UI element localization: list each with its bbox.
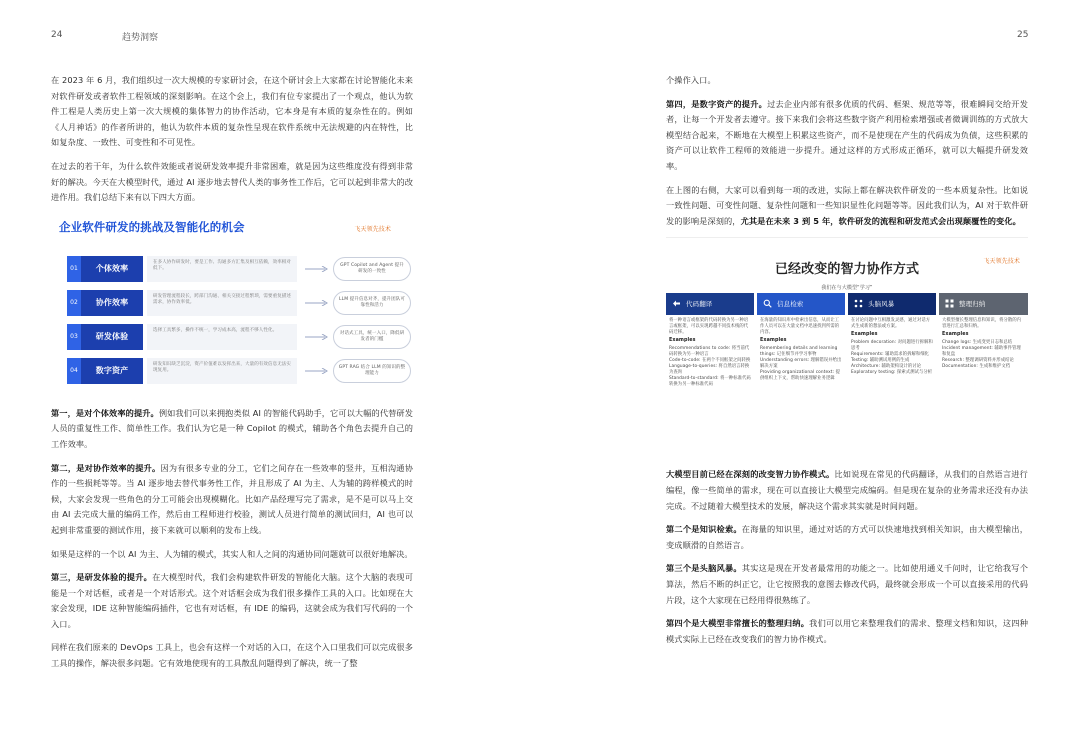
example-item: Research: 整理调研资料并形成结论 — [942, 358, 1014, 364]
col-header-label: 头脑风暴 — [868, 300, 895, 309]
grid-icon — [945, 299, 954, 308]
lead-in: 大模型目前已经在深刻的改变智力协作模式。 — [666, 469, 835, 480]
col-body — [757, 318, 845, 382]
page-number-right: 25 — [1017, 30, 1029, 40]
arrow-right-icon — [305, 368, 329, 374]
figure-title: 企业软件研发的挑战及智能化的机会 — [59, 219, 245, 234]
examples-heading: Examples — [760, 338, 787, 344]
paragraph-text: 例如我们可以来拥抱类似 AI 的智能代码助手，它可以大幅的代替研发人员的重复性工作、简单性工作。我们认为它是一种 Copilot 的模式，辅助各个角色去提升自己的工作效率。 — [51, 407, 413, 449]
example-item: Requirements: 辅助需求的拆解和细化 — [851, 352, 930, 358]
col-header-label: 信息检索 — [777, 300, 804, 309]
paragraph — [666, 616, 1028, 647]
solution-pill: 对话式工具，统一入口，降低研发者的门槛 — [333, 325, 411, 349]
lead-in: 第二，是对协作效率的提升。 — [51, 462, 161, 473]
col-intro: 在讨论问题中互相激发灵感，通过对话方式生成新的想法或方案。 — [851, 318, 931, 330]
example-item: Recommendations to code: 将当前代码转换为另一种语言 — [669, 346, 750, 358]
example-item: Providing organizational context: 提供组织上下文，帮助快速理解业务逻辑 — [760, 370, 841, 382]
figure-subtitle: 我们在与大模型“学习” — [821, 285, 873, 292]
row-desc: 选择工具繁多，操作不统一，学习成本高，流程不够人性化。 — [147, 324, 297, 350]
paragraph: 同样在我们原来的 DevOps 工具上，也会有这样一个对话的入口，在这个入口里我们可以完成很多工具的操作，解决很多问题。它有效地使现有的工具散乱问题得到了解决，统一了整 — [51, 642, 413, 669]
example-item: Exploratory testing: 探索式测试与分析 — [851, 370, 933, 376]
challenge-row — [70, 324, 297, 350]
examples-heading: Examples — [942, 332, 969, 338]
paragraph-text: 在大模型时代，我们会构建软件研发的智能化大脑。这个大脑的表现可能是一个对话框，或者是一个对话形式。这个对话框会成为我们很多操作工具的入口。比如现在大家会发现，IDE 这种智能编码插件，它也有对话框，有 IDE 的编码，这就会成为我们写代码的一个入口。 — [51, 572, 413, 629]
right-page-column — [666, 73, 1028, 655]
challenge-row — [70, 358, 297, 384]
example-item: Remembering details and learning things: 记住细节并学习事物 — [760, 346, 838, 358]
example-item: Code-to-code: 在两个不同框架之间转换 — [669, 358, 751, 364]
arrow-right-icon — [305, 334, 329, 340]
row-desc: 研发管理流程较长，跨部门沟通、相关交接过程繁琐，需要重复描述需求，协作效率低。 — [147, 290, 297, 316]
paragraph-text: 因为有很多专业的分工，它们之间存在一些效率的竖井，互相沟通协作的一些损耗等等。当 AI 逐步地去替代事务性工作，并且形成了 AI 为主、人为辅的跨样模式的时候，大家会发现一些角色的分工可能会出现模糊化。比如产品经理写完了需求，是不是可以马上交由 AI 去完成大量的编码工作，然后由工程师进行校验，测试人员进行简单的测试回归，AI 也可以起到非常重要的测试作用，接下来就可以顺利的发布上线。 — [51, 462, 413, 535]
row-desc: 在多人协作研发时，要是工作、沟通多方汇集及相互依赖，效率相对低下。 — [147, 256, 297, 282]
lead-in: 第一，是对个体效率的提升。 — [51, 407, 159, 418]
row-label: 研发体验 — [81, 324, 143, 350]
paragraph-text: 比如说现在常见的代码翻译，从我们的自然语言进行编程，像一些简单的需求，现在可以直接让大模型完成编码。但是现在复杂的业务需求还没有办法完成。不过随着大模型技术的发展，解决这个需求其实就是时间问题。 — [666, 469, 1028, 511]
example-item: Language-to-queries: 将自然语言转换为查询 — [669, 364, 750, 376]
col-intro: 将一种语言或框架的代码转换为另一种语言或框架，可以实现跨越不同技术栈的代码迁移。 — [669, 318, 749, 336]
paragraph — [666, 467, 1028, 514]
examples-heading: Examples — [669, 338, 696, 344]
figure-challenges — [51, 214, 413, 392]
row-number: 03 — [67, 324, 81, 350]
col-body — [939, 318, 1028, 370]
paragraph — [666, 183, 1028, 230]
row-desc: 研发知识缺乏沉淀，资产价值难以发挥出来，大量的有效信息无法实现复用。 — [147, 358, 297, 384]
paragraph — [666, 522, 1028, 553]
examples-heading: Examples — [851, 332, 878, 338]
col-intro: 大模型擅长整理信息和知识，将分散的内容进行汇总和归纳。 — [942, 318, 1022, 330]
network-icon — [854, 299, 863, 308]
row-number: 01 — [67, 256, 81, 282]
row-label: 个体效率 — [81, 256, 143, 282]
paragraph: 个操作入口。 — [666, 75, 716, 85]
paragraph-text: 其实这是现在开发者最常用的功能之一。比如使用通义千问时，让它给我写个算法，然后不断的纠正它，让它按照我的意图去修改代码，最终就会形成一个可以直接采用的代码片段，这个大家现在已经用得很熟练了。 — [666, 563, 1028, 605]
page-number-left: 24 — [51, 30, 63, 40]
col-header-label: 代码翻译 — [686, 300, 713, 309]
arrow-right-icon — [305, 300, 329, 306]
col-header-summarize — [939, 293, 1028, 315]
paragraph — [666, 561, 1028, 608]
paragraph — [51, 461, 413, 539]
paragraph-text: 在上图的右侧，大家可以看到每一项的改进，实际上都在解决软件研发的一些本质复杂性。比如说一致性问题、可变性问题、复杂性问题和一些知识显性化问题等等。因此我们认为，AI 对于软件研发的影响是深刻的， — [666, 184, 1028, 226]
solution-pill: GPT RAG 结合 LLM 的知识的整理能力 — [333, 359, 411, 383]
search-icon — [763, 299, 772, 308]
example-item: Documentation: 生成和维护文档 — [942, 364, 1011, 370]
example-item: Change logs: 生成变更日志和总结 — [942, 340, 1013, 346]
challenge-row — [70, 290, 297, 316]
col-header-retrieval — [757, 293, 845, 315]
arrow-right-icon — [305, 266, 329, 272]
figure-collaboration — [666, 237, 1028, 451]
figure-brand-logo: 飞天领先技术 — [983, 258, 1020, 266]
solution-pill: LLM 提升信息对齐，提升团队可靠性和活力 — [333, 291, 411, 315]
col-body — [666, 318, 754, 388]
col-header-label: 整理归纳 — [959, 300, 986, 309]
paragraph: 在过去的若干年，为什么软件效能或者说研发效率提升非常困难，就是因为这些维度没有得到非常好的解决。今天在大模型时代，通过 AI 逐步地去替代人类的事务性工作后，它可以起到非常大的改进作用。我们总结下来有以下四大方面。 — [51, 160, 413, 203]
row-label: 数字资产 — [81, 358, 143, 384]
left-page-column — [51, 73, 413, 680]
paragraph — [666, 97, 1028, 175]
example-item: Problem decoration: 对问题进行拆解和思考 — [851, 340, 933, 352]
col-body — [848, 318, 936, 376]
lead-in: 第二个是知识检索。 — [666, 524, 742, 535]
col-header-brainstorm — [848, 293, 936, 315]
example-item: Testing: 辅助测试用例的生成 — [851, 358, 910, 364]
example-item: Incident management: 辅助事件管理和复盘 — [942, 346, 1021, 358]
row-number: 04 — [67, 358, 81, 384]
paragraph — [51, 406, 413, 453]
example-item: Standard-to-standard: 将一种标准代码转换为另一种标准代码 — [669, 376, 751, 388]
paragraph: 在 2023 年 6 月，我们组织过一次大规模的专家研讨会，在这个研讨会上大家都在讨论智能化未来对软件研发或者软件工程领域的深刻影响。在这个会上，我们有位专家提出了一个观点，他认为软件工程是人类历史上第一次大规模的集体智力的协作活动，它本身是有本质的复杂性在的。例如《人月神话》的作者所讲的，他认为软件本质的复杂性呈现在软件系统中无法规避的内在特性，比如复杂度、一致性、可变性和不可见性。 — [51, 75, 413, 148]
col-intro: 在海量的知识库中检索出信息，从而让工作人员可以在大量文档中迅速找到所需的内容。 — [760, 318, 840, 336]
paragraph — [51, 570, 413, 632]
lead-in: 第四，是数字资产的提升。 — [666, 98, 768, 109]
lead-in: 第三，是研发体验的提升。 — [51, 572, 153, 583]
challenge-row — [70, 256, 297, 282]
lead-in: 第三个是头脑风暴。 — [666, 563, 742, 574]
code-translate-icon — [672, 299, 681, 308]
paragraph-text: 过去企业内部有很多优质的代码、框架、规范等等，很难瞬间交给开发者，让每一个开发者去遵守。接下来我们会将这些数字资产利用检索增强或者微调训练的方式放大模型结合起来，不断地在大模型上积累这些资产，而不是使现在产生的代码成为负债，这些积累的资产可以让软件工程师的效能进一步提升。通过这样的方式形成正循环，就可以大幅提升研发效率。 — [666, 98, 1028, 171]
running-title: 趋势洞察 — [122, 33, 159, 43]
lead-in: 第四个是大模型非常擅长的整理归纳。 — [666, 618, 810, 629]
col-header-code-translation — [666, 293, 754, 315]
figure-brand-logo: 飞天领先技术 — [354, 225, 391, 233]
example-item: Architecture: 辅助架构设计的讨论 — [851, 364, 922, 370]
example-item: Understanding errors: 理解错误并给出解决方案 — [760, 358, 842, 370]
paragraph: 如果是这样的一个以 AI 为主、人为辅的模式，其实人和人之间的沟通协同问题就可以很好地解决。 — [51, 548, 413, 559]
row-number: 02 — [67, 290, 81, 316]
figure-title: 已经改变的智力协作方式 — [774, 262, 920, 278]
solution-pill: GPT Copilot and Agent 提升研发的一致性 — [333, 257, 411, 281]
paragraph-text: 我们可以用它来整理我们的需求、整理文档和知识，这四种模式实际上已经在改变我们的智力协作模式。 — [666, 618, 1028, 644]
paragraph-text: 在海量的知识里，通过对话的方式可以快速地找到相关知识，由大模型输出，变成顺滑的自然语言。 — [666, 524, 1028, 550]
emphasis: 尤其是在未来 3 到 5 年，软件研发的流程和研发范式会出现颠覆性的变化。 — [740, 215, 1021, 226]
row-label: 协作效率 — [81, 290, 143, 316]
